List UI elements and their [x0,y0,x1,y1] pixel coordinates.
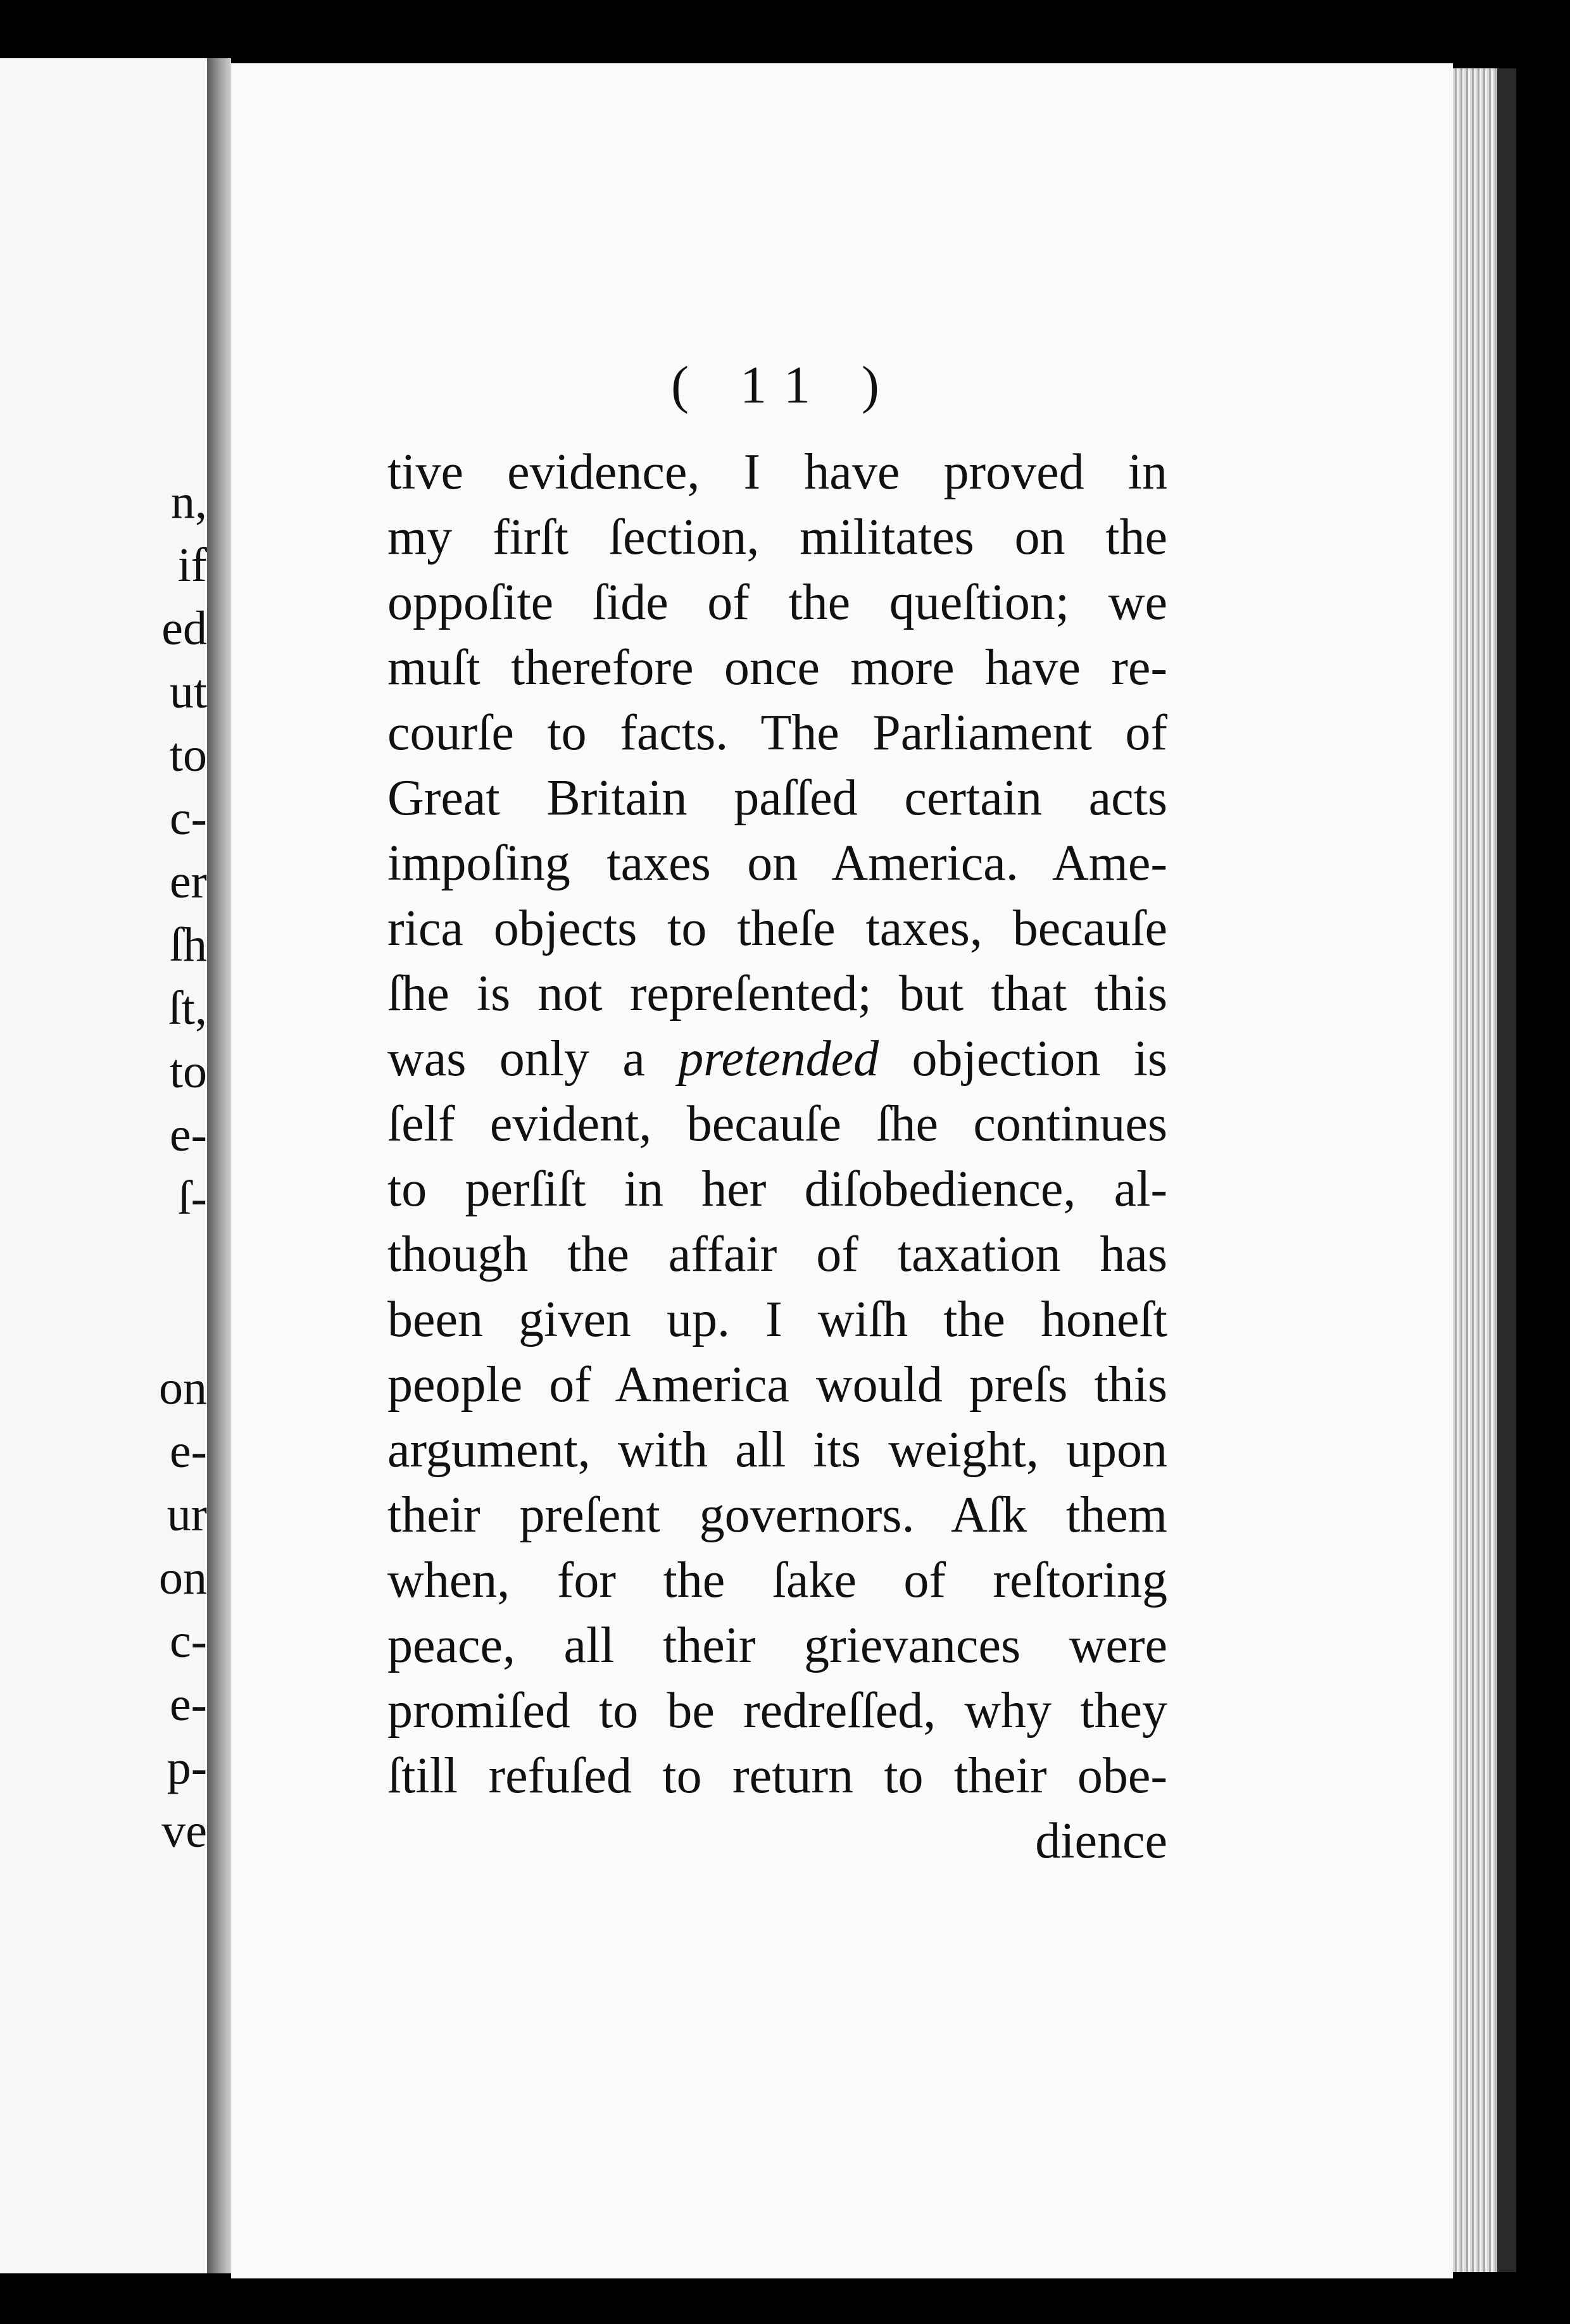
left-fragment: ſ- [177,1171,207,1225]
left-fragment: ſh [169,918,207,971]
left-fragment: to [169,728,207,782]
book-gutter [207,58,231,2273]
text-line: ſhe is not repreſented; but that this [387,966,1167,1021]
text-line: courſe to facts. The Parliament of [387,705,1167,761]
text-line: to perſiſt in her diſobedience, al- [387,1161,1167,1217]
left-fragment: ed [161,602,207,655]
text-line: when, for the ſake of reſtoring [387,1552,1167,1608]
text-line: Great Britain paſſed certain acts [387,770,1167,826]
left-fragment: p- [166,1741,207,1794]
left-fragment: ut [169,665,207,718]
left-fragment: n, [171,475,207,528]
text-line: my firſt ſection, militates on the [387,509,1167,565]
text-line: people of America would preſs this [387,1357,1167,1413]
page-edges [1453,68,1516,2272]
text-line: impoſing taxes on America. Ame- [387,835,1167,891]
text-line: their preſent governors. Aſk them [387,1487,1167,1543]
catchword: dience [1035,1813,1167,1869]
previous-page [0,58,207,2273]
text-line: muſt therefore once more have re- [387,640,1167,696]
left-fragment: c- [169,1615,207,1668]
text-line: peace, all their grievances were [387,1618,1167,1673]
text-line: ſtill refuſed to return to their obe- [387,1748,1167,1804]
text-line: tive evidence, I have proved in [387,444,1167,500]
text-line: oppoſite ſide of the queſtion; we [387,575,1167,630]
text-line: ſelf evident, becauſe ſhe continues [387,1096,1167,1152]
left-fragment: e- [169,1108,207,1161]
left-fragment: er [169,855,207,908]
text-line: was only a pretended objection is [387,1031,1167,1087]
left-fragment: on [159,1361,207,1415]
text-line: been given up. I wiſh the honeſt [387,1292,1167,1347]
left-fragment: c- [169,792,207,845]
text-line: rica objects to theſe taxes, becauſe [387,901,1167,956]
left-fragment: ſt, [168,982,207,1035]
italic-word: pretended [678,1031,879,1087]
text-line: argument, with all its weight, upon [387,1422,1167,1478]
left-fragment: e- [169,1678,207,1731]
page-number: ( 11 ) [671,356,898,415]
left-fragment: if [177,539,207,592]
left-fragment: ur [166,1488,207,1541]
text-line: though the affair of taxation has [387,1227,1167,1282]
body-text [387,440,1167,1874]
left-fragment: on [159,1551,207,1604]
text-line: promiſed to be redreſſed, why they [387,1683,1167,1739]
left-fragment: e- [169,1425,207,1478]
left-fragment: to [169,1045,207,1098]
left-fragment: ve [161,1804,207,1858]
